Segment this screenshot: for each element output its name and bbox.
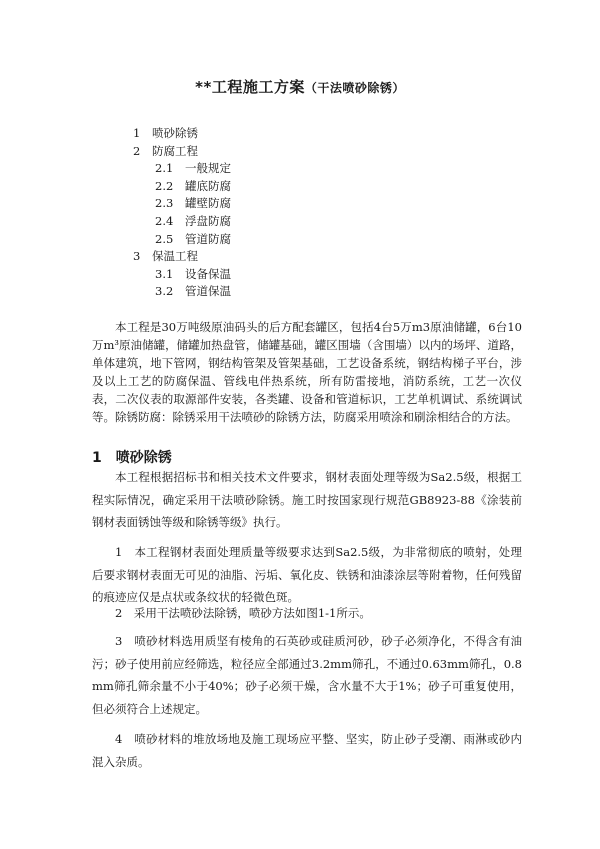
- toc-number: 3: [133, 249, 141, 264]
- toc-item: [0, 160, 600, 178]
- toc-item: [0, 266, 600, 284]
- body-paragraph: 2 采用干法喷砂法除锈，喷砂方法如图1-1所示。: [115, 606, 371, 620]
- toc-text: 一般规定: [185, 161, 231, 176]
- toc-number: 3.1: [155, 266, 174, 281]
- toc-item: [0, 125, 600, 143]
- toc-number: 2: [133, 143, 141, 158]
- toc-number: 2.3: [155, 196, 174, 211]
- section-title: 喷砂除锈: [115, 450, 172, 466]
- toc-number: 2.5: [155, 231, 174, 246]
- body-paragraph: 1 本工程钢材表面处理质量等级要求达到Sa2.5级，为非常彻底的喷射，处理后要求钢材表面无可见的油脂、污垢、氧化皮、铁锈和油漆涂层等附着物，任何残留的痕迹应仅是点状或条纹状的轻微色斑。: [92, 545, 522, 604]
- section-heading: [92, 447, 172, 467]
- toc-text: 罐底防腐: [185, 178, 231, 193]
- toc-item: [0, 195, 600, 213]
- toc-item: [0, 283, 600, 301]
- toc-text: 管道保温: [185, 284, 231, 299]
- toc-number: 2.1: [155, 161, 174, 176]
- toc-item: [0, 213, 600, 231]
- toc-text: 管道防腐: [185, 231, 231, 246]
- body-paragraph: 4 喷砂材料的堆放场地及施工现场应平整、坚实，防止砂子受潮、雨淋或砂内混入杂质。: [92, 732, 522, 769]
- toc-number: 1: [133, 126, 141, 140]
- toc-text: 罐壁防腐: [185, 196, 231, 211]
- toc-item: [0, 248, 600, 266]
- toc-item: [0, 178, 600, 196]
- toc-number: 2.2: [155, 178, 174, 193]
- title-main: **工程施工方案: [195, 78, 305, 96]
- document-title: [0, 76, 600, 97]
- toc-item: [0, 143, 600, 161]
- toc-text: 设备保温: [185, 266, 231, 281]
- toc-item: [0, 231, 600, 249]
- section-number: 1: [92, 450, 102, 466]
- table-of-contents: [0, 125, 600, 301]
- body-paragraph: 本工程根据招标书和相关技术文件要求，钢材表面处理等级为Sa2.5级，根据工程实际情况，确定采用干法喷砂除锈。施工时按国家现行规范GB8923-88《涂装前钢材表面锈蚀等级和除锈等级》执行。: [92, 470, 522, 529]
- toc-text: 防腐工程: [152, 143, 198, 158]
- intro-paragraph: 本工程是30万吨级原油码头的后方配套罐区，包括4台5万m3原油储罐，6台10万m³原油储罐，储罐加热盘管，储罐基础，罐区围墙（含围墙）以内的场坪、道路，单体建筑，地下管网，钢结构管架及管架基础，工艺设备系统，钢结构梯子平台，涉及以上工艺的防腐保温、管线电伴热系统，所有防雷接地，消防系统，工艺一次仪表，二次仪表的取源部件安装，各类罐、设备和管道标识，工艺单机调试、系统调试等。除锈防腐：除锈采用干法喷砂的除锈方法，防腐采用喷涂和刷涂相结合的方法。: [92, 320, 522, 424]
- toc-number: 2.4: [155, 213, 174, 228]
- toc-text: 喷砂除锈: [152, 126, 198, 140]
- body-paragraph: 3 喷砂材料选用质坚有棱角的石英砂或硅质河砂，砂子必须净化，不得含有油污；砂子使用前应经筛选，粒径应全部通过3.2mm筛孔，不通过0.63mm筛孔，0.8mm筛孔筛余量不小于40%；砂子必须干燥，含水量不大于1%；砂子可重复使用，但必须符合上述规定。: [92, 634, 522, 716]
- toc-text: 浮盘防腐: [185, 213, 231, 228]
- toc-text: 保温工程: [152, 249, 198, 264]
- title-sub: （干法喷砂除锈）: [304, 81, 405, 95]
- toc-number: 3.2: [155, 284, 174, 299]
